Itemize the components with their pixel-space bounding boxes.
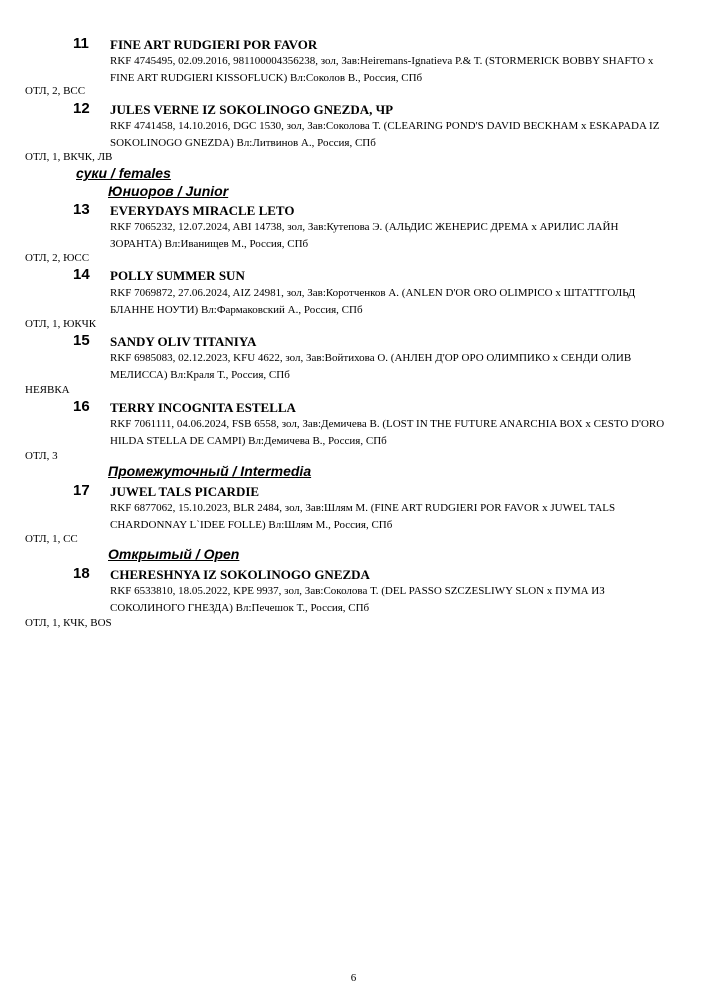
dog-name: EVERYDAYS MIRACLE LETO	[110, 203, 295, 218]
entry-details: RKF 6877062, 15.10.2023, BLR 2484, зол, Зав:Шлям М. (FINE ART RUDGIERI POR FAVOR x JUWEL TALS CHARDONNAY L`IDEE FOLLE) Вл:Шлям М., Россия, СПб	[110, 502, 616, 531]
entry-number: 15	[73, 332, 90, 349]
dog-name: SANDY OLIV TITANIYA	[110, 334, 257, 349]
class-heading-junior: Юниоров / Junior	[108, 183, 229, 199]
entry-result: ОТЛ, 1, ЮКЧК	[25, 318, 97, 330]
dog-name: JULES VERNE IZ SOKOLINOGO GNEZDA, ЧР	[110, 102, 394, 117]
entry-number: 17	[73, 482, 90, 499]
entry-number: 16	[73, 398, 90, 415]
entry-number: 18	[73, 565, 90, 582]
entry-result: ОТЛ, 3	[25, 450, 58, 462]
dog-name: POLLY SUMMER SUN	[110, 268, 245, 283]
entry-result: НЕЯВКА	[25, 384, 70, 396]
entry-result: ОТЛ, 1, КЧК, BOS	[25, 617, 112, 629]
section-heading-females: суки / females	[76, 165, 171, 181]
entry-number: 13	[73, 201, 90, 218]
entry-details: RKF 7065232, 12.07.2024, ABI 14738, зол, Зав:Кутепова Э. (АЛЬДИС ЖЕНЕРИС ДРЕМА x АРИЛИС ЛАЙН ЗОРАНТА) Вл:Иванищев М., Россия, СПб	[110, 221, 619, 250]
entry-details: RKF 7061111, 04.06.2024, FSB 6558, зол, Зав:Демичева В. (LOST IN THE FUTURE ANARCHIA BOX x CESTO D'ORO HILDA STELLA DE CAMPI) Вл:Демичева В., Россия, СПб	[110, 418, 665, 447]
entry-number: 12	[73, 100, 90, 117]
entry-number: 14	[73, 266, 90, 283]
dog-name: JUWEL TALS PICARDIE	[110, 484, 260, 499]
entry-result: ОТЛ, 2, ВСС	[25, 85, 86, 97]
entry-details: RKF 6533810, 18.05.2022, KPE 9937, зол, Зав:Соколова Т. (DEL PASSO SZCZESLIWY SLON x ПУМА ИЗ СОКОЛИНОГО ГНЕЗДА) Вл:Печешок Т., Россия, СПб	[110, 585, 605, 614]
entry-result: ОТЛ, 1, СС	[25, 533, 78, 545]
entry-details: RKF 6985083, 02.12.2023, KFU 4622, зол, Зав:Войтихова О. (АНЛЕН Д'ОР ОРО ОЛИМПИКО x СЕНДИ ОЛИВ МЕЛИССА) Вл:Краля Т., Россия, СПб	[110, 352, 632, 381]
entry-details: RKF 7069872, 27.06.2024, AIZ 24981, зол, Зав:Коротченков А. (ANLEN D'OR ORO OLIMPICO x ШТАТТГОЛЬД БЛАННЕ НОУТИ) Вл:Фармаковский А., Россия, СПб	[110, 287, 636, 316]
dog-name: TERRY INCOGNITA ESTELLA	[110, 400, 296, 415]
dog-name: FINE ART RUDGIERI POR FAVOR	[110, 37, 318, 52]
entry-result: ОТЛ, 2, ЮСС	[25, 252, 90, 264]
class-heading-open: Открытый / Open	[108, 546, 240, 562]
entry-details: RKF 4741458, 14.10.2016, DGC 1530, зол, Зав:Соколова Т. (CLEARING POND'S DAVID BECKHAM x ESKAPADA IZ SOKOLINOGO GNEZDA) Вл:Литвинов А., Россия, СПб	[110, 120, 660, 149]
entry-details: RKF 4745495, 02.09.2016, 981100004356238, зол, Зав:Heiremans-Ignatieva P.& T. (STORMERICK BOBBY SHAFTO x FINE ART RUDGIERI KISSOFLUCK) Вл:Соколов В., Россия, СПб	[110, 55, 654, 84]
entry-number: 11	[73, 35, 89, 52]
entry-result: ОТЛ, 1, ВКЧК, ЛВ	[25, 151, 113, 163]
dog-name: CHERESHNYA IZ SOKOLINOGO GNEZDA	[110, 567, 370, 582]
class-heading-intermedia: Промежуточный / Intermedia	[108, 463, 312, 479]
page-number: 6	[350, 972, 357, 984]
